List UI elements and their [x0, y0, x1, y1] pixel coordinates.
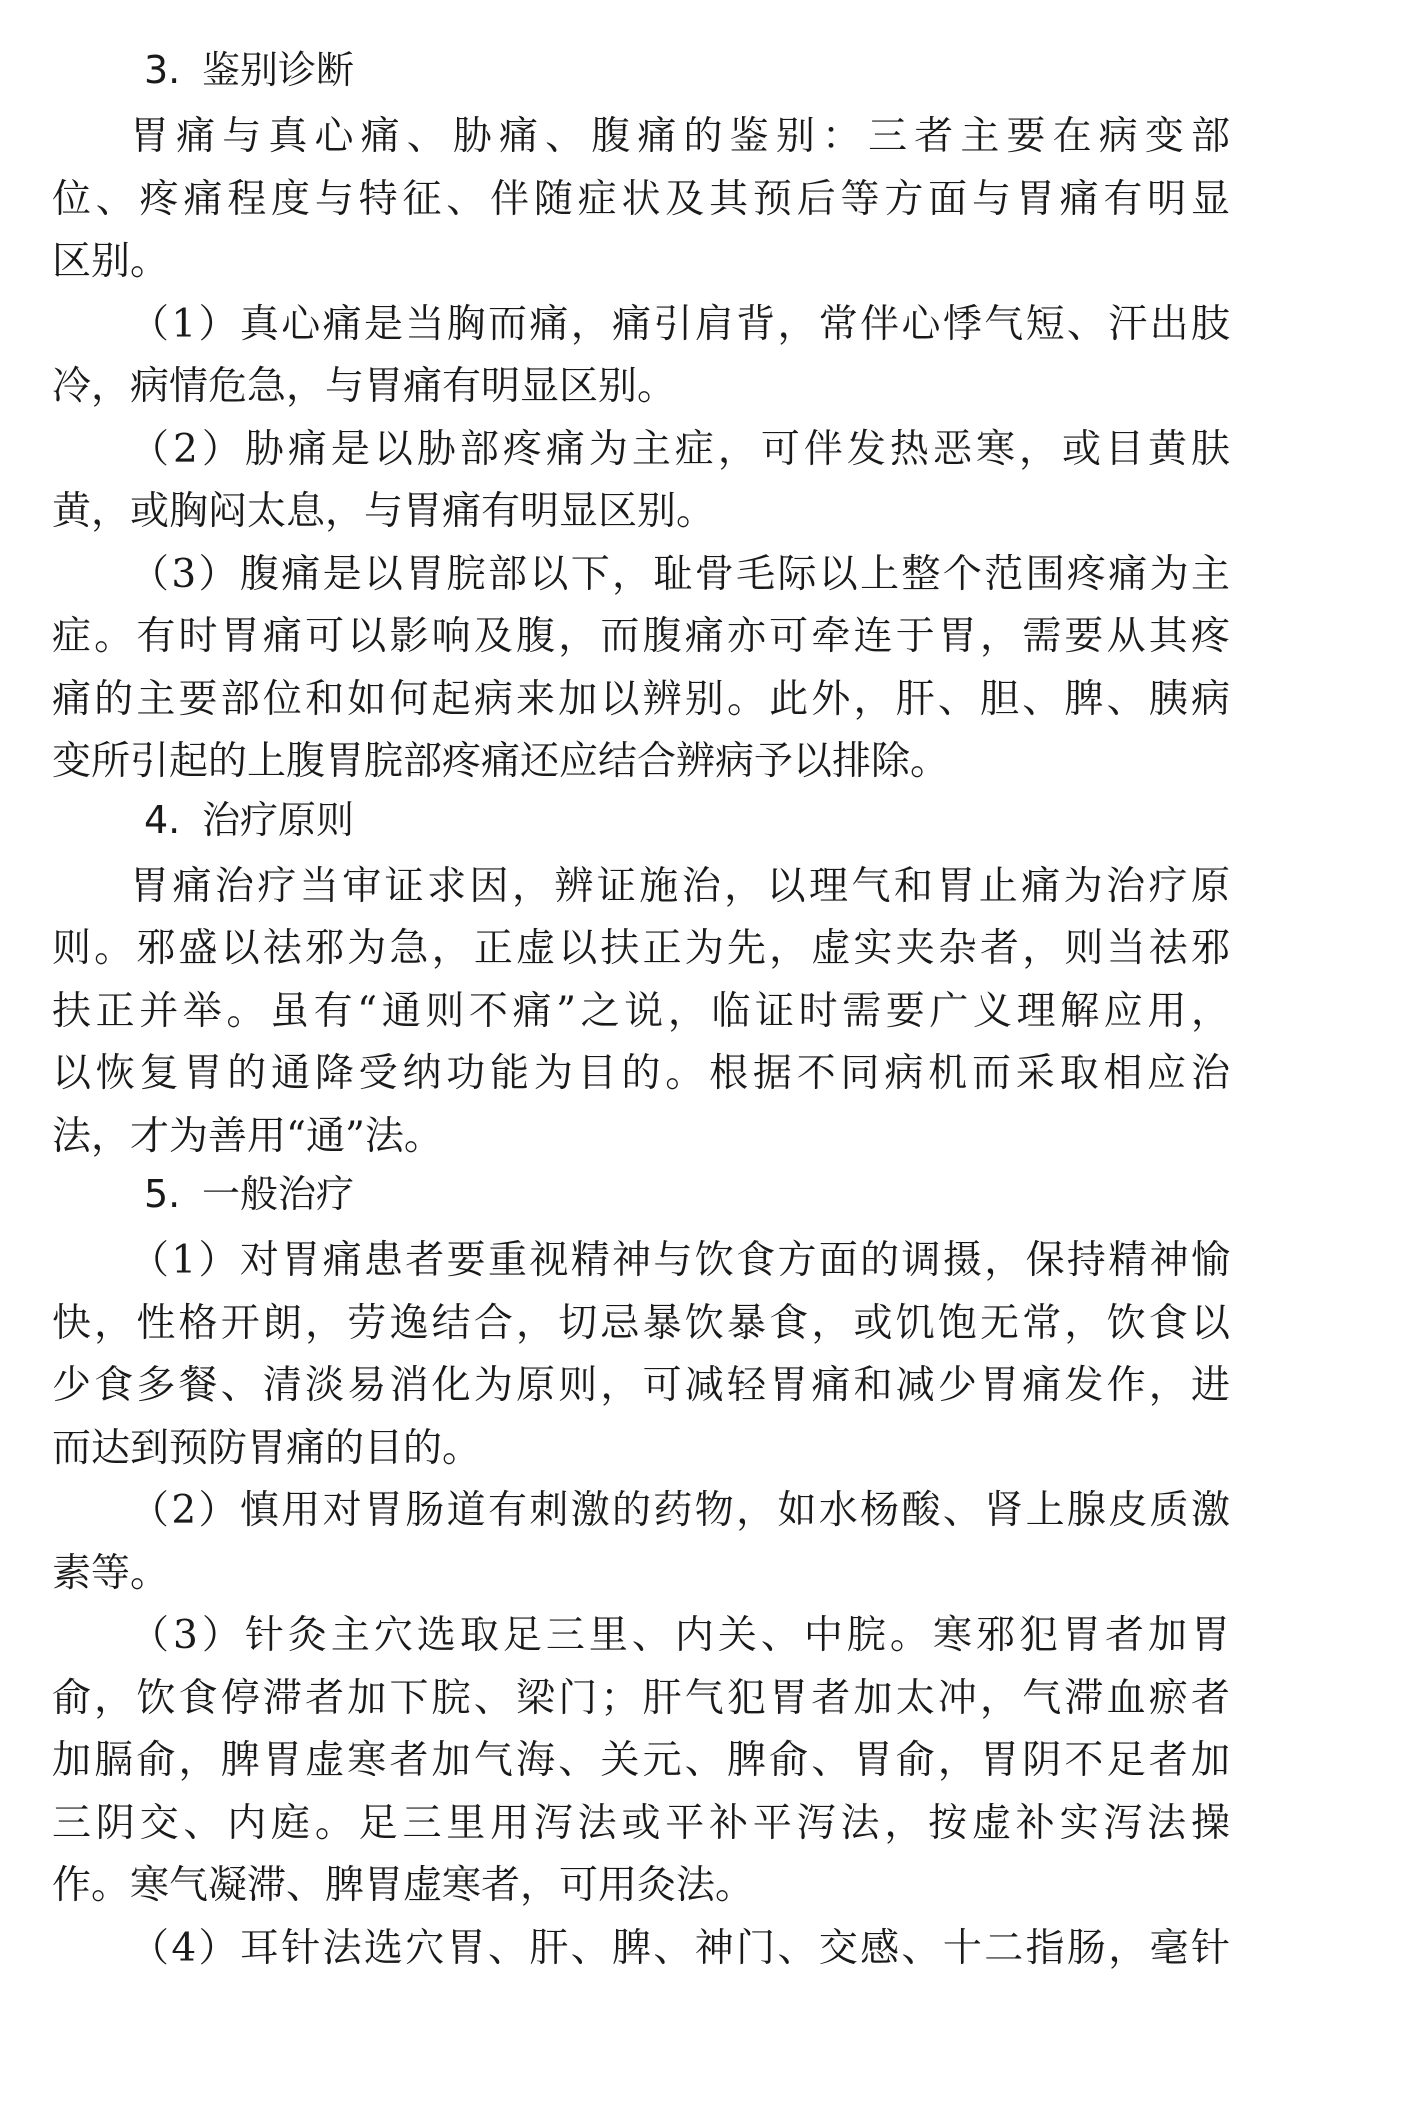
paragraph [52, 856, 1230, 1169]
text-line: 加膈俞，脾胃虚寒者加气海、关元、脾俞、胃俞，胃阴不足者加 [52, 1738, 1230, 1783]
text-line: 位、疼痛程度与特征、伴随症状及其预后等方面与胃痛有明显 [52, 176, 1230, 222]
paragraph [52, 544, 1230, 794]
paragraph [52, 1605, 1230, 1918]
text-line: 作。寒气凝滞、脾胃虚寒者，可用灸法。 [52, 1863, 755, 1908]
section-number: 5. [144, 1172, 181, 1216]
section-title: 鉴别诊断 [202, 48, 355, 92]
text-line: 黄，或胸闷太息，与胃痛有明显区别。 [52, 489, 716, 534]
text-line: （4）耳针法选穴胃、肝、脾、神门、交感、十二指肠，毫针 [130, 1925, 1230, 1971]
text-line: （3）针灸主穴选取足三里、内关、中脘。寒邪犯胃者加胃 [130, 1613, 1230, 1658]
text-line: （1）真心痛是当胸而痛，痛引肩背，常伴心悸气短、汗出肢 [130, 301, 1230, 347]
paragraph [52, 419, 1230, 544]
text-line: 症。有时胃痛可以影响及腹，而腹痛亦可牵连于胃，需要从其疼 [52, 614, 1230, 659]
section-number: 4. [144, 797, 181, 842]
text-line: 变所引起的上腹胃脘部疼痛还应结合辨病予以排除。 [52, 739, 950, 784]
text-line: 胃痛治疗当审证求因，辨证施治，以理气和胃止痛为治疗原 [130, 863, 1230, 909]
paragraph [52, 1230, 1230, 1480]
section-title: 一般治疗 [202, 1172, 355, 1216]
paragraph [52, 1480, 1230, 1605]
section-heading [52, 44, 1230, 96]
text-line: 扶正并举。虽有“通则不痛”之说，临证时需要广义理解应用， [52, 988, 1230, 1034]
text-line: 冷，病情危急，与胃痛有明显区别。 [52, 364, 677, 409]
text-line: （1）对胃痛患者要重视精神与饮食方面的调摄，保持精神愉 [130, 1238, 1230, 1283]
text-line: 快，性格开朗，劳逸结合，切忌暴饮暴食，或饥饱无常，饮食以 [52, 1300, 1230, 1346]
text-line: 俞，饮食停滞者加下脘、梁门；肝气犯胃者加太冲，气滞血瘀者 [52, 1675, 1230, 1721]
text-line: 三阴交、内庭。足三里用泻法或平补平泻法，按虚补实泻法操 [52, 1800, 1230, 1846]
text-line: 胃痛与真心痛、胁痛、腹痛的鉴别：三者主要在病变部 [130, 114, 1230, 159]
text-line: 素等。 [52, 1550, 170, 1596]
section-number: 3. [144, 48, 181, 92]
paragraph [52, 106, 1230, 294]
text-line: （2）胁痛是以胁部疼痛为主症，可伴发热恶寒，或目黄肤 [130, 426, 1230, 472]
paragraph [52, 294, 1230, 419]
text-line: 以恢复胃的通降受纳功能为目的。根据不同病机而采取相应治 [52, 1051, 1230, 1096]
section-title: 治疗原则 [202, 797, 355, 842]
text-line: 痛的主要部位和如何起病来加以辨别。此外，肝、胆、脾、胰病 [52, 676, 1230, 722]
text-line: （3）腹痛是以胃脘部以下，耻骨毛际以上整个范围疼痛为主 [130, 551, 1230, 597]
section-heading [52, 1168, 1230, 1220]
text-line: （2）慎用对胃肠道有刺激的药物，如水杨酸、肾上腺皮质激 [130, 1488, 1230, 1533]
text-line: 法，才为善用“通”法。 [52, 1113, 443, 1159]
text-line: 区别。 [52, 239, 170, 284]
section-heading [52, 794, 1230, 846]
document-page [52, 44, 1230, 1980]
text-line: 而达到预防胃痛的目的。 [52, 1425, 482, 1471]
text-line: 少食多餐、清淡易消化为原则，可减轻胃痛和减少胃痛发作，进 [52, 1363, 1230, 1408]
paragraph [52, 1918, 1230, 1981]
text-line: 则。邪盛以祛邪为急，正虚以扶正为先，虚实夹杂者，则当祛邪 [52, 926, 1230, 971]
